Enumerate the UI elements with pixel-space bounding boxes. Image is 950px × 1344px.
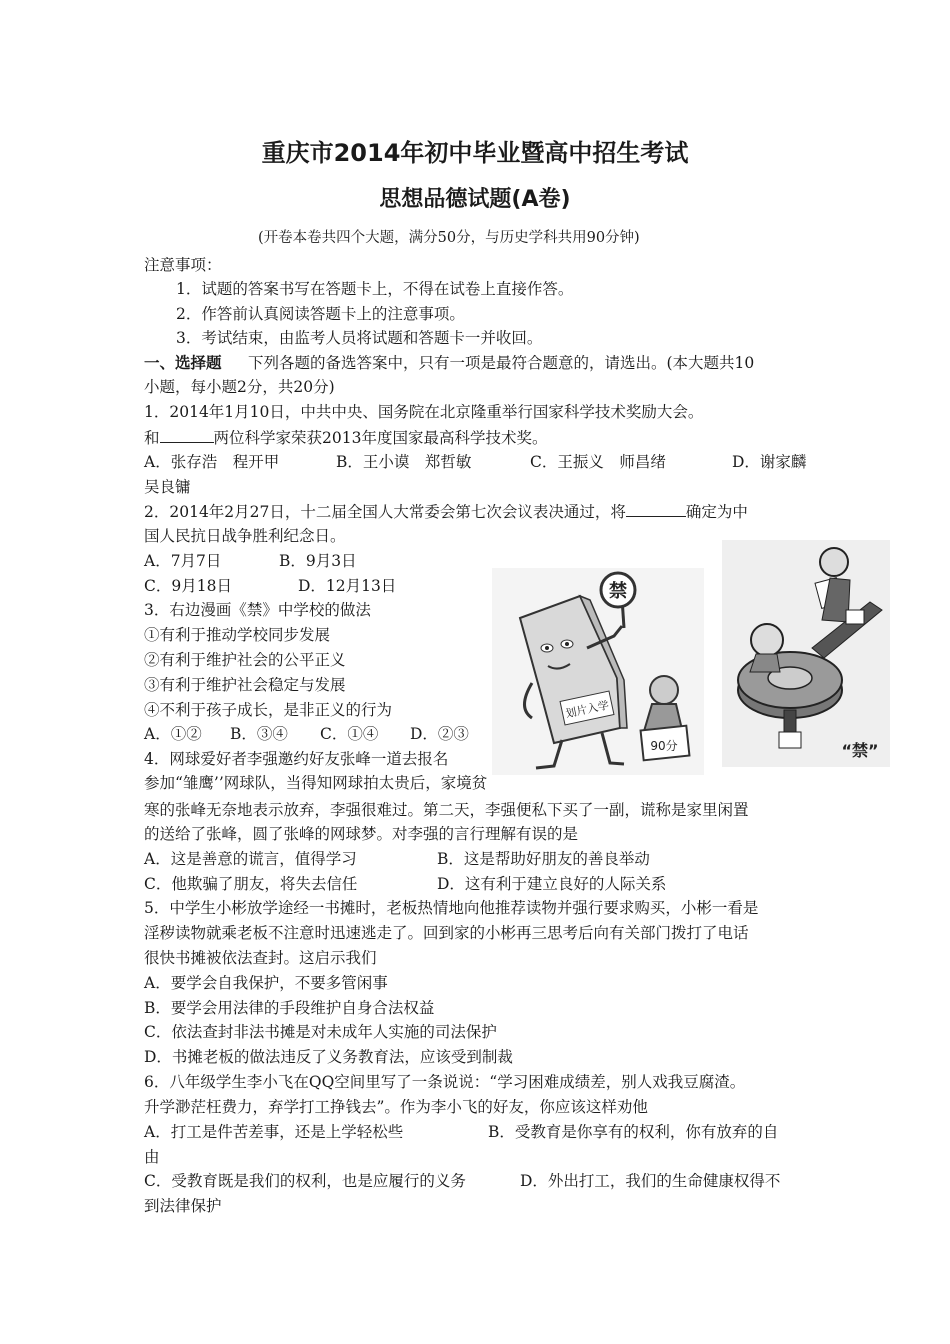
q5-line3: 很快书摊被依法查封。这启示我们 xyxy=(144,949,377,967)
q3-option-c: C．①④ xyxy=(320,725,379,743)
q5-option-b: B．要学会用法律的手段维护自身合法权益 xyxy=(144,999,435,1017)
q2-option-b: B．9月3日 xyxy=(279,552,357,570)
notice-item-1: 1．试题的答案书写在答题卡上，不得在试卷上直接作答。 xyxy=(176,280,574,298)
q5-option-a: A．要学会自我保护，不要多管闲事 xyxy=(144,974,388,992)
q1-option-d: D．谢家麟 xyxy=(732,453,807,471)
q4-line3: 寒的张峰无奈地表示放弃，李强很难过。第二天，李强便私下买了一副，谎称是家里闲置 xyxy=(144,801,749,819)
exam-note: (开卷本卷共四个大题，满分50分，与历史学科共用90分钟) xyxy=(258,230,640,246)
q2-line1-pre: 2．2014年2月27日，十二届全国人大常委会第七次会议表决通过，将 xyxy=(144,503,626,521)
q3-item-4: ④不利于孩子成长，是非正义的行为 xyxy=(144,701,393,719)
q5-option-d: D．书摊老板的做法违反了义务教育法，应该受到制裁 xyxy=(144,1048,513,1066)
q1-line2-post: 两位科学家荣获2013年度国家最高科学技术奖。 xyxy=(213,429,548,447)
q3-option-a: A．①② xyxy=(144,725,202,743)
q3-option-b: B．③④ xyxy=(230,725,288,743)
q3-option-d: D．②③ xyxy=(410,725,469,743)
q6-option-d-cont: 到法律保护 xyxy=(144,1197,222,1215)
exam-title: 重庆市2014年初中毕业暨高中招生考试 xyxy=(261,139,689,167)
q5-option-c: C．依法查封非法书摊是对未成年人实施的司法保护 xyxy=(144,1023,497,1041)
q4-option-b: B．这是帮助好朋友的善良举动 xyxy=(437,850,650,868)
q4-line4: 的送给了张峰，圆了张峰的网球梦。对李强的言行理解有误的是 xyxy=(144,825,579,843)
notice-item-2: 2．作答前认真阅读答题卡上的注意事项。 xyxy=(176,305,465,323)
q2-line1-post: 确定为中 xyxy=(685,503,748,521)
exam-subtitle: 思想品德试题(A卷) xyxy=(379,187,571,212)
notice-item-3: 3．考试结束，由监考人员将试题和答题卡一并收回。 xyxy=(176,329,543,347)
q2-option-d: D．12月13日 xyxy=(298,577,397,595)
q6-option-a: A．打工是件苦差事，还是上学轻松些 xyxy=(144,1123,404,1141)
q4-line2: 参加“雏鹰’’网球队，当得知网球拍太贵后，家境贫 xyxy=(144,774,488,792)
q1-line2 xyxy=(144,427,547,448)
turntable-caption: “禁” xyxy=(841,741,879,760)
q5-line2: 淫秽读物就乘老板不注意时迅速逃走了。回到家的小彬再三思考后向有关部门拨打了电话 xyxy=(144,924,749,942)
q6-option-b-cont: 由 xyxy=(144,1148,160,1166)
section-label: 一、选择题 xyxy=(144,354,222,372)
q1-blank xyxy=(160,427,214,443)
q6-option-c: C．受教育既是我们的权利，也是应履行的义务 xyxy=(144,1172,466,1190)
section-desc-1: 下列各题的备选答案中，只有一项是最符合题意的，请选出。(本大题共10 xyxy=(248,354,755,372)
q3-item-3: ③有利于维护社会稳定与发展 xyxy=(144,676,346,694)
q1-line1: 1．2014年1月10日，中共中央、国务院在北京隆重举行国家科学技术奖励大会。 xyxy=(144,403,704,421)
section-desc-2: 小题，每小题2分，共20分) xyxy=(144,378,335,396)
q3-item-2: ②有利于维护社会的公平正义 xyxy=(144,651,346,669)
q1-option-d-cont: 吴良镛 xyxy=(144,478,191,496)
q2-option-c: C．9月18日 xyxy=(144,577,232,595)
q1-line2-pre: 和 xyxy=(144,429,160,447)
q1-option-c: C．王振义 师昌绪 xyxy=(530,453,666,471)
q4-line1: 4．网球爱好者李强邀约好友张峰一道去报名 xyxy=(144,750,449,768)
q1-option-b: B．王小谟 郑哲敏 xyxy=(336,453,472,471)
q6-line1: 6．八年级学生李小飞在QQ空间里写了一条说说：“学习困难成绩差，别人戏我豆腐渣。 xyxy=(144,1073,746,1091)
q2-blank xyxy=(626,501,686,517)
cartoon-turntable-drawing xyxy=(722,540,890,767)
q3-stem: 3．右边漫画《禁》中学校的做法 xyxy=(144,601,371,619)
cartoon-ban-turntable xyxy=(722,540,890,767)
q3-item-1: ①有利于推动学校同步发展 xyxy=(144,626,331,644)
q2-line1 xyxy=(144,501,748,522)
score-text: 90分 xyxy=(650,739,678,753)
q1-option-a: A．张存浩 程开甲 xyxy=(144,453,280,471)
q4-option-d: D．这有利于建立良好的人际关系 xyxy=(437,875,667,893)
book-label-text: 划片入学 xyxy=(564,698,611,721)
cartoon-ban-school xyxy=(492,568,704,775)
q2-line2: 国人民抗日战争胜利纪念日。 xyxy=(144,527,346,545)
q6-option-d: D．外出打工，我们的生命健康权得不 xyxy=(520,1172,781,1190)
q2-option-a: A．7月7日 xyxy=(144,552,222,570)
q6-option-b: B．受教育是你享有的权利，你有放弃的自 xyxy=(488,1123,779,1141)
q4-option-a: A．这是善意的谎言，值得学习 xyxy=(144,850,357,868)
q4-option-c: C．他欺骗了朋友，将失去信任 xyxy=(144,875,358,893)
ban-sign-text: 禁 xyxy=(609,581,627,602)
notice-heading: 注意事项： xyxy=(144,256,222,274)
q5-line1: 5．中学生小彬放学途经一书摊时，老板热情地向他推荐读物并强行要求购买，小彬一看是 xyxy=(144,899,759,917)
q6-line2: 升学渺茫枉费力，弃学打工挣钱去”。作为李小飞的好友，你应该这样劝他 xyxy=(144,1098,648,1116)
cartoon-ban-drawing xyxy=(492,568,704,775)
